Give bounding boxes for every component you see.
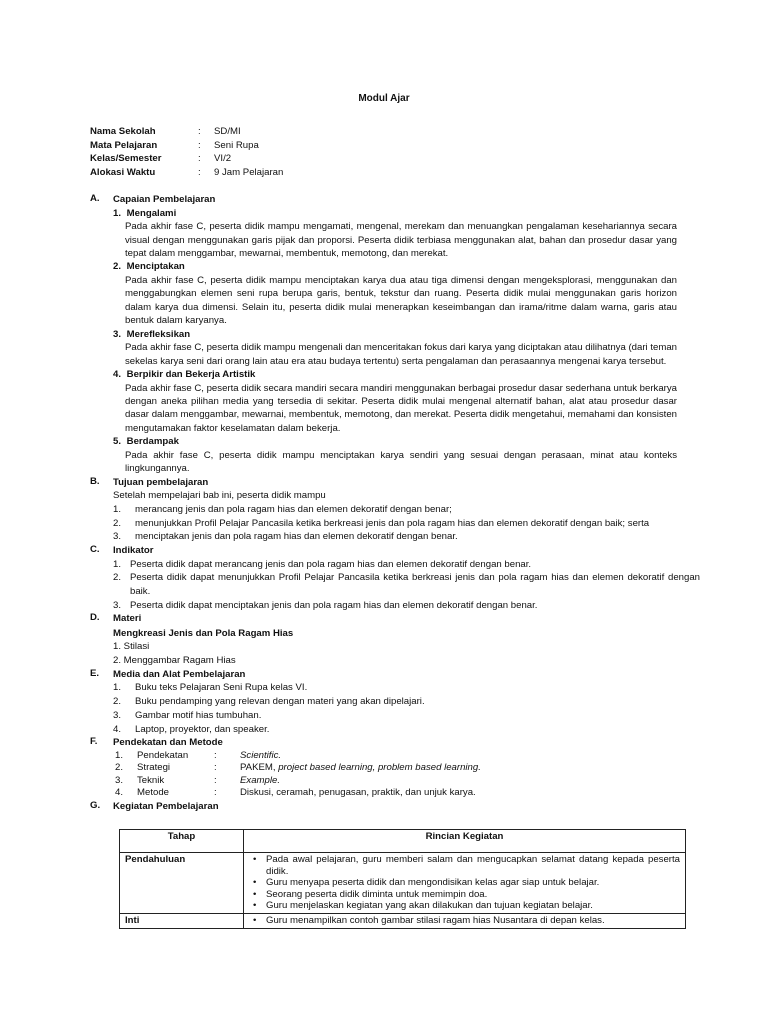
section-letter: E. <box>90 667 100 679</box>
subsection-text: Pada akhir fase C, peserta didik mampu mengamati, mengenal, merekam dan menuangkan pengalaman kesehariannya secara visual dengan menggunakan garis pijak dan proporsi. Peserta didik terbiasa menggunakan alat, bahan dan prosedur dasar yang tepat dalam menggambar, mewarnai, membentuk, memotong, dan merekat. <box>125 221 677 259</box>
info-label: Kelas/Semester <box>90 153 162 165</box>
list-item: • Guru menjelaskan kegiatan yang akan dilakukan dan tujuan kegiatan belajar. <box>253 900 593 912</box>
bullet-icon: • <box>253 888 257 900</box>
subsection-text: Pada akhir fase C, peserta didik mampu menciptakan karya sendiri yang sesuai dengan perasaan, minat atau konteks lingkungannya. <box>125 449 677 475</box>
objective-list <box>113 503 690 544</box>
table-cell-tahap: Inti <box>120 913 244 928</box>
info-row-subject <box>90 139 490 153</box>
section-kegiatan <box>90 800 690 814</box>
bullet-icon: • <box>253 900 257 912</box>
materi-heading: Mengkreasi Jenis dan Pola Ragam Hias <box>113 627 294 639</box>
list-item: 3. menciptakan jenis dan pola ragam hias dan elemen dekoratif dengan benar. <box>113 531 458 543</box>
subsection-title: 5. Berdampak <box>113 436 179 448</box>
method-row: 1. Pendekatan : Scientific. <box>115 749 282 761</box>
list-item: 1. Peserta didik dapat merancang jenis dan pola ragam hias dan elemen dekoratif dengan benar. <box>113 558 532 570</box>
subsection-text: Pada akhir fase C, peserta didik mampu mengenali dan menceritakan fokus dari karya yang diciptakan atau dilihatnya (dari teman sekelas karya seni dari orang lain atau era atau budaya tertentu) serta pengalaman dan perasaannya mengenai karya tersebut. <box>125 342 677 367</box>
table-row <box>120 913 686 928</box>
list-item: 2. Buku pendamping yang relevan dengan materi yang akan dipelajari. <box>113 695 425 707</box>
activity-table <box>119 829 686 929</box>
section-title: Tujuan pembelajaran <box>113 476 209 488</box>
info-value: Seni Rupa <box>214 139 259 151</box>
list-item: 1. Stilasi <box>113 641 150 653</box>
section-capaian <box>90 193 690 476</box>
method-row: 4. Metode : Diskusi, ceramah, penugasan, praktik, dan unjuk karya. <box>115 787 476 799</box>
info-label: Alokasi Waktu <box>90 166 156 178</box>
table-cell-rincian <box>244 913 686 928</box>
section-indikator <box>90 544 700 612</box>
info-colon: : <box>198 153 201 165</box>
subsection-text: Pada akhir fase C, peserta didik secara mandiri secara mandiri menggunakan berbagai prosedur dasar sederhana untuk berkarya dengan aneka pilihan media yang tersedia di sekitar. Peserta didik mulai mengenal alternatif bahan, alat atau prosedur dasar dasar dalam menggambar, mewarnai, membentuk, memotong, dan merekat. Peserta didik mengetahui, memahami dan konsisten mengutamakan faktor keselamatan dalam bekerja. <box>125 382 677 434</box>
section-letter: D. <box>90 612 100 624</box>
media-list <box>113 681 690 736</box>
method-row: 2. Strategi : PAKEM, project based learning, problem based learning. <box>115 762 481 774</box>
list-item: • Seorang peserta didik diminta untuk memimpin doa. <box>253 888 488 900</box>
table-header-row <box>120 830 686 853</box>
bullet-icon: • <box>253 854 257 865</box>
subsection-title: 1. Mengalami <box>113 207 177 219</box>
list-item: 2. Menggambar Ragam Hias <box>113 654 236 666</box>
table-header-rincian: Rincian Kegiatan <box>244 830 686 853</box>
document-title: Modul Ajar <box>358 93 410 104</box>
table-cell-tahap: Pendahuluan <box>120 853 244 914</box>
bullet-icon: • <box>253 914 257 926</box>
info-label: Nama Sekolah <box>90 126 156 137</box>
list-item: • Guru menampilkan contoh gambar stilasi ragam hias Nusantara di depan kelas. <box>253 914 605 926</box>
section-title: Media dan Alat Pembelajaran <box>113 668 246 680</box>
section-title: Materi <box>113 613 142 625</box>
section-letter: F. <box>90 736 98 748</box>
info-colon: : <box>198 139 201 151</box>
list-item: 1. Buku teks Pelajaran Seni Rupa kelas VI. <box>113 682 308 694</box>
indicator-list <box>113 558 700 612</box>
table-header-tahap: Tahap <box>120 830 244 853</box>
info-value: VI/2 <box>214 153 232 165</box>
list-item: 2. menunjukkan Profil Pelajar Pancasila ketika berkreasi jenis dan pola ragam hias dan elemen dekoratif dengan baik; serta <box>113 517 650 529</box>
info-value: SD/MI <box>214 126 241 137</box>
section-title: Pendekatan dan Metode <box>113 737 223 749</box>
subsection-text: Pada akhir fase C, peserta didik mampu menciptakan karya dua atau tiga dimensi dengan mengeksplorasi, menggunakan dan menggabungkan elemen seni rupa berupa garis, bentuk, tekstur dan ruang. Peserta didik mulai menggunakan garis horizon dalam karya dua dimensi. Selain itu, peserta didik mulai menerapkan keseimbangan dan irama/ritme dalam warna, garis atau bentuk dalam karyanya. <box>125 275 677 327</box>
list-item: • Pada awal pelajaran, guru memberi salam dan mengucapkan selamat datang kepada peserta didik. <box>253 854 680 877</box>
section-letter: B. <box>90 475 100 487</box>
info-row-class <box>90 152 490 166</box>
section-title: Kegiatan Pembelajaran <box>113 800 219 812</box>
list-item: 3. Peserta didik dapat menciptakan jenis dan pola ragam hias dan elemen dekoratif dengan benar. <box>113 599 538 611</box>
section-title: Capaian Pembelajaran <box>113 194 216 205</box>
section-media <box>90 668 690 737</box>
info-value: 9 Jam Pelajaran <box>214 166 284 178</box>
section-letter: A. <box>90 193 100 204</box>
subsection-title: 2. Menciptakan <box>113 261 185 273</box>
list-item: • Guru menyapa peserta didik dan mengondisikan kelas agar siap untuk belajar. <box>253 877 600 889</box>
list-item: 1. merancang jenis dan pola ragam hias dan elemen dekoratif dengan benar; <box>113 503 452 515</box>
info-colon: : <box>198 126 201 137</box>
subsection-title: 4. Berpikir dan Bekerja Artistik <box>113 369 256 381</box>
section-letter: C. <box>90 544 100 556</box>
document-body <box>90 193 700 813</box>
bullet-icon: • <box>253 877 257 889</box>
section-materi <box>90 612 690 667</box>
section-intro: Setelah mempelajari bab ini, peserta didik mampu <box>113 490 326 502</box>
list-item: 3. Gambar motif hias tumbuhan. <box>113 709 262 721</box>
table-row <box>120 853 686 914</box>
section-pendekatan <box>90 736 690 799</box>
list-item: 2. Peserta didik dapat menunjukkan Profil Pelajar Pancasila ketika berkreasi jenis dan pola ragam hias dan elemen dekoratif dengan baik. <box>113 572 700 598</box>
method-table <box>113 750 690 800</box>
info-row-time <box>90 166 490 180</box>
section-tujuan <box>90 476 690 545</box>
info-label: Mata Pelajaran <box>90 139 158 151</box>
method-row: 3. Teknik : Example. <box>115 774 280 786</box>
subsection-title: 3. Merefleksikan <box>113 328 191 340</box>
info-colon: : <box>198 166 201 178</box>
info-row-school <box>90 125 490 139</box>
table-cell-rincian <box>244 853 686 914</box>
section-title: Indikator <box>113 545 154 557</box>
identity-block <box>90 125 490 179</box>
list-item: 4. Laptop, proyektor, dan speaker. <box>113 723 270 735</box>
section-letter: G. <box>90 799 101 811</box>
